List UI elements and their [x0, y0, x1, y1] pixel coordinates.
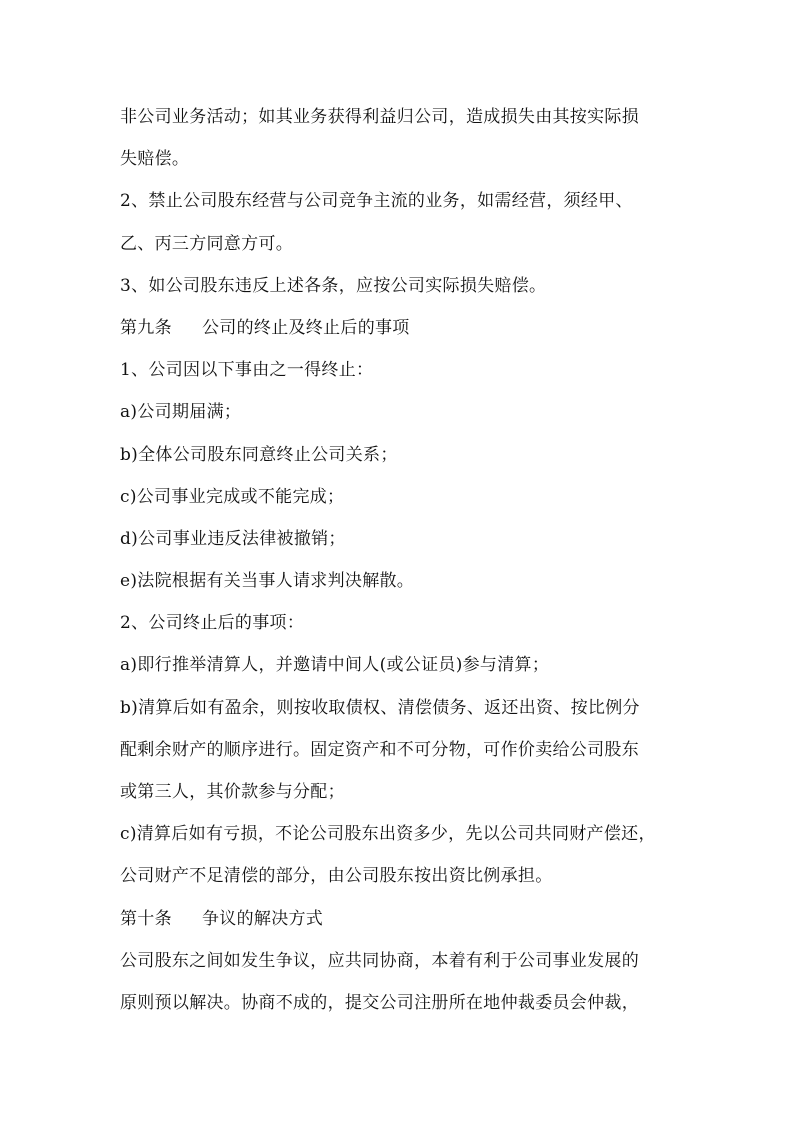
article-10-heading [120, 898, 680, 940]
list-item: c)公司事业完成或不能完成； [120, 486, 345, 507]
list-item: d)公司事业违反法律被撤销； [120, 528, 346, 549]
paragraph-line: 2、公司终止后的事项： [120, 613, 305, 634]
paragraph-line: 乙、丙三方同意方可。 [120, 233, 293, 254]
list-item: a)公司期届满； [120, 402, 242, 423]
list-item: c)清算后如有亏损，不论公司股东出资多少，先以公司共同财产偿还， [120, 824, 656, 845]
paragraph-line: 或第三人，其价款参与分配； [120, 782, 345, 802]
paragraph-line: 公司财产不足清偿的部分，由公司股东按出资比例承担。 [120, 866, 553, 887]
list-item: e)法院根据有关当事人请求判决解散。 [120, 571, 415, 592]
list-item: b)清算后如有盈余，则按收取债权、清偿债务、返还出资、按比例分 [120, 697, 640, 718]
article-10-number: 第十条 [120, 908, 172, 929]
paragraph-line: 1、公司因以下事由之一得终止： [120, 360, 374, 381]
paragraph-line: 非公司业务活动；如其业务获得利益归公司，造成损失由其按实际损 [120, 107, 639, 127]
article-9-title: 公司的终止及终止后的事项 [202, 317, 410, 338]
article-9-number: 第九条 [120, 317, 172, 338]
list-item: a)即行推举清算人，并邀请中间人(或公证员)参与清算； [120, 655, 550, 676]
list-item: b)全体公司股东同意终止公司关系； [120, 444, 398, 465]
document-body [120, 96, 680, 1024]
paragraph-line: 2、禁止公司股东经营与公司竞争主流的业务，如需经营，须经甲、 [120, 191, 633, 212]
paragraph-line: 配剩余财产的顺序进行。固定资产和不可分物，可作价卖给公司股东 [120, 739, 639, 760]
paragraph-line: 原则预以解决。协商不成的，提交公司注册所在地仲裁委员会仲裁， [120, 992, 639, 1013]
paragraph-line: 失赔偿。 [120, 149, 190, 170]
paragraph-line: 公司股东之间如发生争议，应共同协商，本着有利于公司事业发展的 [120, 950, 639, 971]
article-10-title: 争议的解决方式 [202, 908, 324, 929]
article-9-heading [120, 307, 680, 349]
paragraph-line: 3、如公司股东违反上述各条，应按公司实际损失赔偿。 [120, 275, 547, 296]
